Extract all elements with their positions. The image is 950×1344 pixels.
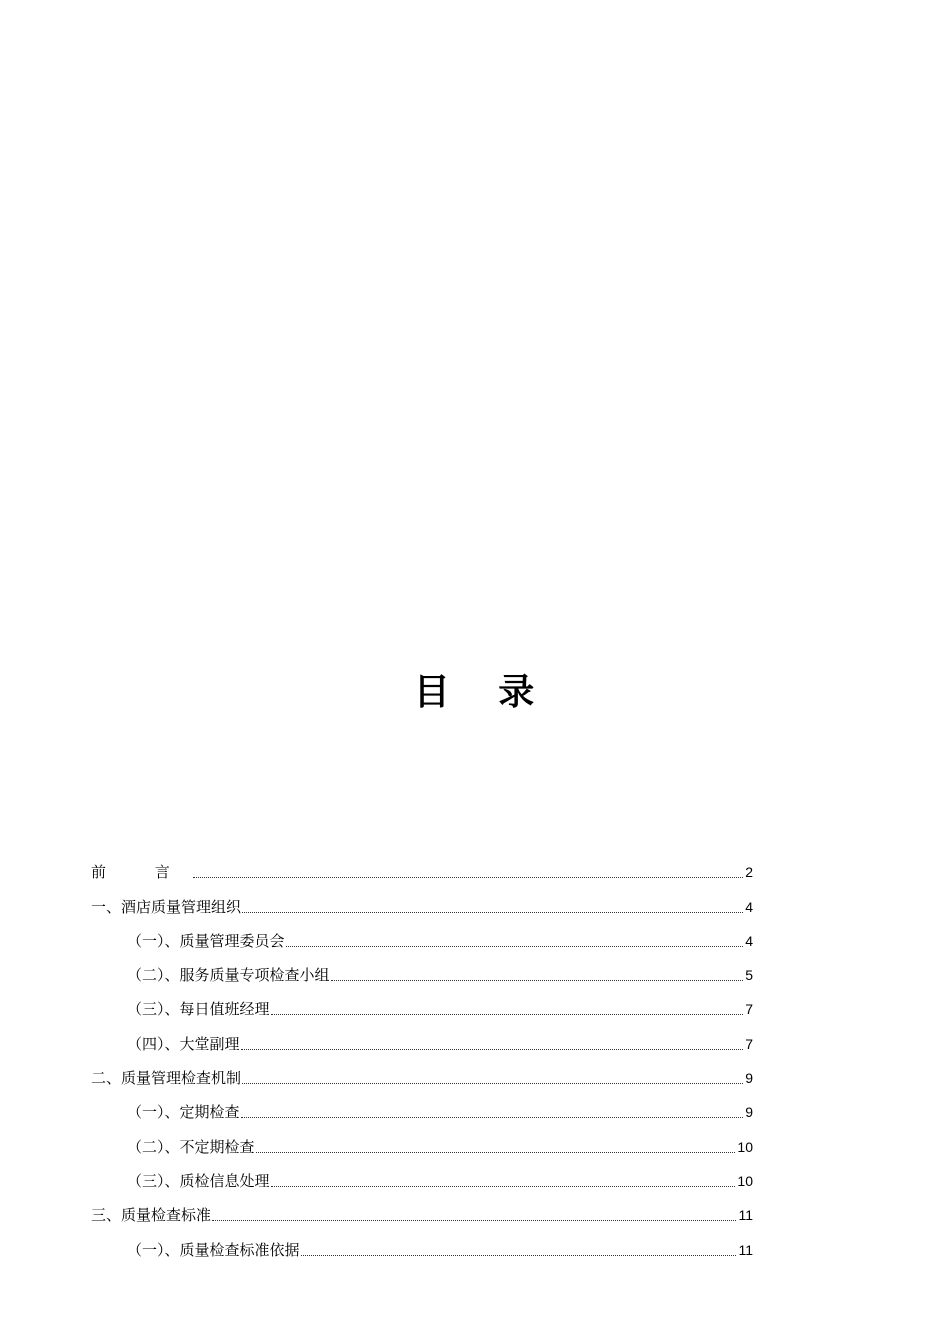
toc-dot-leader xyxy=(286,946,744,947)
toc-page-number: 9 xyxy=(745,1070,753,1087)
toc-dot-leader xyxy=(301,1255,737,1256)
toc-page-number: 4 xyxy=(745,932,753,949)
toc-page-number: 2 xyxy=(745,864,753,881)
toc-dot-leader xyxy=(241,1049,744,1050)
toc-page-number: 4 xyxy=(745,898,753,915)
toc-entry-section-1-3[interactable] xyxy=(91,992,753,1026)
toc-page-number: 5 xyxy=(745,967,753,984)
toc-entry-section-1-4[interactable] xyxy=(91,1026,753,1060)
toc-entry-label: （三）、每日值班经理 xyxy=(127,1000,270,1019)
toc-entry-section-3[interactable] xyxy=(91,1198,753,1232)
toc-dot-leader xyxy=(241,1117,744,1118)
toc-page-number: 9 xyxy=(745,1104,753,1121)
toc-dot-leader xyxy=(271,1014,744,1015)
toc-dot-leader xyxy=(331,980,744,981)
toc-page-number: 10 xyxy=(737,1172,753,1189)
toc-dot-leader xyxy=(242,912,743,913)
toc-entry-label: 三、质量检查标准 xyxy=(91,1206,212,1225)
toc-entry-section-1-1[interactable] xyxy=(91,924,753,958)
toc-dot-leader xyxy=(271,1186,736,1187)
toc-entry-section-3-1[interactable] xyxy=(91,1232,753,1266)
toc-entry-section-2-2[interactable] xyxy=(91,1129,753,1163)
toc-entry-preface[interactable] xyxy=(91,855,753,889)
toc-entry-label: 一、酒店质量管理组织 xyxy=(91,897,242,916)
toc-entry-label: （一）、质量管理委员会 xyxy=(127,931,285,950)
toc-page-number: 7 xyxy=(745,1035,753,1052)
toc-entry-section-2-3[interactable] xyxy=(91,1164,753,1198)
toc-entry-section-1-2[interactable] xyxy=(91,958,753,992)
toc-entry-label: （四）、大堂副理 xyxy=(127,1034,240,1053)
toc-entry-label: 前 言 xyxy=(91,863,192,882)
toc-entry-label: （一）、质量检查标准依据 xyxy=(127,1240,300,1259)
toc-heading: 目 录 xyxy=(413,671,553,713)
toc-page-number: 10 xyxy=(737,1138,753,1155)
toc-entry-label: 二、质量管理检查机制 xyxy=(91,1069,242,1088)
toc-entry-section-1[interactable] xyxy=(91,889,753,923)
toc-dot-leader xyxy=(193,877,743,878)
table-of-contents xyxy=(91,855,753,1267)
toc-entry-label: （二）、不定期检查 xyxy=(127,1137,255,1156)
toc-dot-leader xyxy=(256,1152,736,1153)
toc-entry-section-2[interactable] xyxy=(91,1061,753,1095)
toc-dot-leader xyxy=(212,1220,736,1221)
toc-entry-section-2-1[interactable] xyxy=(91,1095,753,1129)
toc-page-number: 11 xyxy=(738,1241,753,1258)
toc-entry-label: （三）、质检信息处理 xyxy=(127,1171,270,1190)
toc-entry-label: （一）、定期检查 xyxy=(127,1103,240,1122)
toc-page-number: 7 xyxy=(745,1001,753,1018)
toc-dot-leader xyxy=(242,1083,743,1084)
toc-entry-label: （二）、服务质量专项检查小组 xyxy=(127,966,330,985)
toc-page-number: 11 xyxy=(738,1207,753,1224)
